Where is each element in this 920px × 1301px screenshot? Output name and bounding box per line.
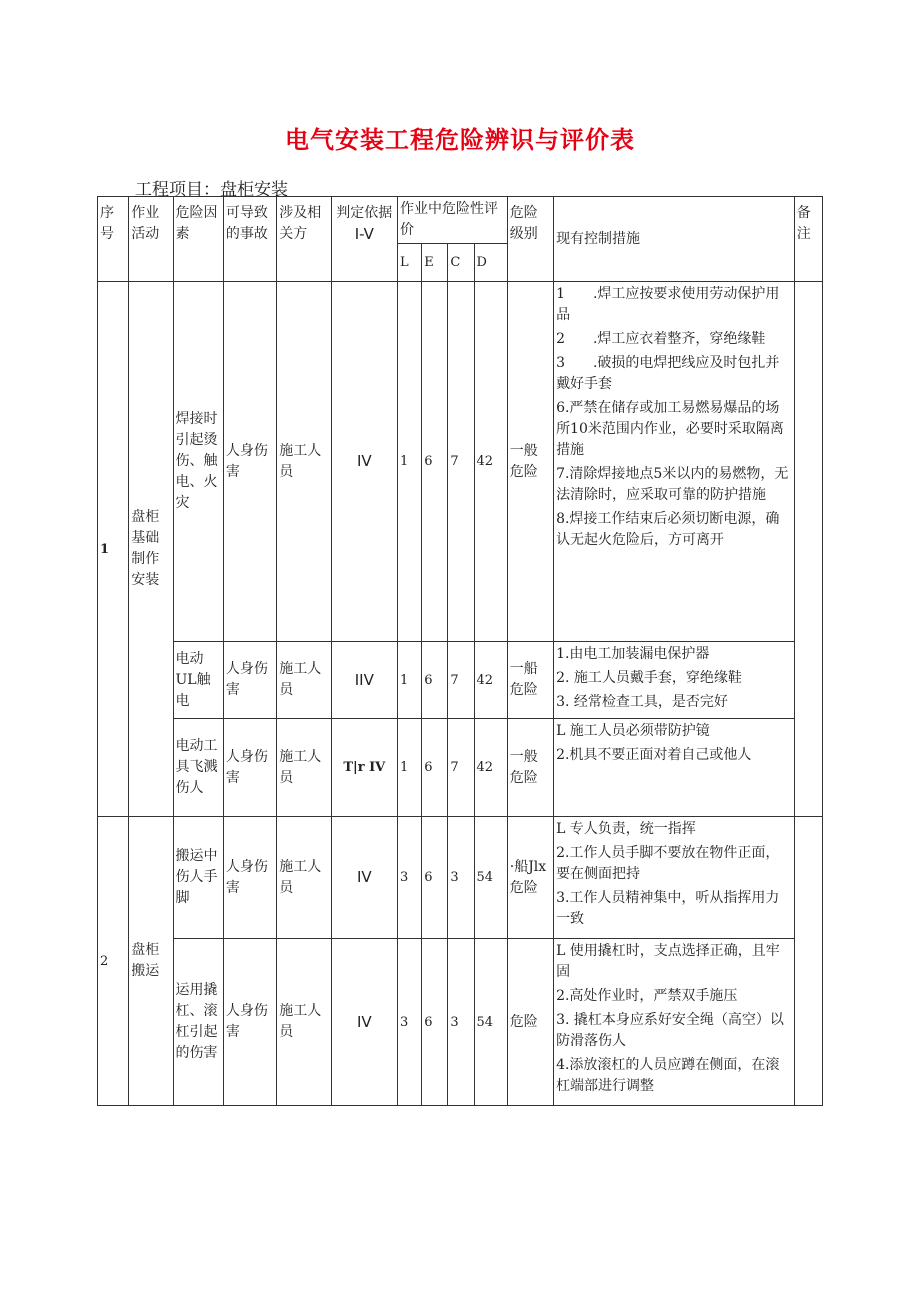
measure-item: 3 .破损的电焊把线应及时包扎并戴好手套 [556, 355, 780, 392]
header-basis-label: 判定依据 [336, 205, 393, 221]
L-cell: 3 [398, 939, 422, 1106]
header-activity: 作业活动 [129, 197, 173, 282]
accident-cell: 人身伤害 [223, 282, 276, 642]
header-E: E [422, 244, 448, 282]
header-factor: 危险因素 [173, 197, 223, 282]
factor-cell: 焊接时引起烫伤、触电、火灾 [173, 282, 223, 642]
factor-cell: 电动UL触电 [173, 642, 223, 719]
accident-cell: 人身伤害 [223, 817, 276, 939]
measure-item: 3. 经常检查工具，是否完好 [556, 694, 728, 710]
accident-cell: 人身伤害 [223, 642, 276, 719]
table-row [98, 939, 823, 1106]
basis-cell: IV [331, 282, 397, 642]
measures-cell [554, 642, 795, 719]
basis-cell: IIV [331, 642, 397, 719]
L-cell: 1 [398, 642, 422, 719]
party-cell: 施工人员 [277, 719, 331, 817]
D-cell: 42 [474, 642, 507, 719]
C-cell: 3 [448, 939, 474, 1106]
header-D: D [474, 244, 507, 282]
header-remark: 备注 [794, 197, 822, 282]
C-cell: 7 [448, 282, 474, 642]
measure-item: L 施工人员必须带防护镜 [556, 723, 710, 739]
measure-item: 2 .焊工应衣着整齐，穿绝缘鞋 [556, 331, 766, 347]
accident-cell: 人身伤害 [223, 939, 276, 1106]
E-cell: 6 [422, 282, 448, 642]
measure-item: L 专人负责，统一指挥 [556, 821, 696, 837]
measure-item: 2. 施工人员戴手套，穿绝缘鞋 [556, 670, 742, 686]
document-title: 电气安装工程危险辨识与评价表 [285, 126, 635, 154]
level-cell: ·船Jlx危险 [507, 817, 553, 939]
measures-cell [554, 817, 795, 939]
project-label: 工程项目：盘柜安装 [135, 180, 288, 200]
measures-cell [554, 939, 795, 1106]
header-basis-range: I-V [354, 225, 374, 243]
header-row-1 [98, 197, 823, 244]
E-cell: 6 [422, 939, 448, 1106]
measure-item: L 使用撬杠时，支点选择正确，且牢固 [556, 943, 780, 980]
hazard-table [97, 196, 823, 1106]
measures-cell [554, 719, 795, 817]
E-cell: 6 [422, 817, 448, 939]
D-cell: 54 [474, 939, 507, 1106]
D-cell: 54 [474, 817, 507, 939]
basis-cell: IV [331, 939, 397, 1106]
level-cell: 一般危险 [507, 282, 553, 642]
party-cell: 施工人员 [277, 282, 331, 642]
basis-cell: IV [331, 817, 397, 939]
factor-cell: 电动工具飞溅伤人 [173, 719, 223, 817]
remark-cell [794, 817, 822, 1106]
measure-item: 2.高处作业时，严禁双手施压 [556, 988, 738, 1004]
measure-item: 1.由电工加装漏电保护器 [556, 646, 710, 662]
header-measures: 现有控制措施 [554, 197, 795, 282]
level-cell: 危险 [507, 939, 553, 1106]
measure-item: 2.工作人员手脚不要放在物件正面，要在侧面把持 [556, 845, 780, 882]
L-cell: 3 [398, 817, 422, 939]
basis-cell: T|r IV [331, 719, 397, 817]
measure-item: 3.工作人员精神集中，听从指挥用力一致 [556, 890, 780, 927]
level-cell: 一船危险 [507, 642, 553, 719]
L-cell: 1 [398, 282, 422, 642]
header-accident: 可导致的事故 [223, 197, 276, 282]
C-cell: 3 [448, 817, 474, 939]
D-cell: 42 [474, 282, 507, 642]
C-cell: 7 [448, 642, 474, 719]
group-1-seq: 1 [98, 282, 129, 817]
header-party: 涉及相关方 [277, 197, 331, 282]
level-cell: 一般危险 [507, 719, 553, 817]
measures-cell [554, 282, 795, 642]
measure-item: 8.焊接工作结束后必须切断电源，确认无起火危险后，方可离开 [556, 511, 780, 548]
header-eval: 作业中危险性评价 [398, 197, 508, 244]
D-cell: 42 [474, 719, 507, 817]
factor-cell: 搬运中伤人手脚 [173, 817, 223, 939]
table-row [98, 719, 823, 817]
table-row [98, 642, 823, 719]
C-cell: 7 [448, 719, 474, 817]
header-basis [331, 197, 397, 282]
E-cell: 6 [422, 642, 448, 719]
header-level: 危险级别 [507, 197, 553, 282]
remark-cell [794, 282, 822, 817]
group-2-seq: 2 [98, 817, 129, 1106]
party-cell: 施工人员 [277, 939, 331, 1106]
measure-item: 3. 撬杠本身应系好安全绳（高空）以防滑落伤人 [556, 1012, 784, 1049]
table-row [98, 282, 823, 642]
header-C: C [448, 244, 474, 282]
measure-item: 1 .焊工应按要求使用劳动保护用品 [556, 286, 780, 323]
header-seq: 序号 [98, 197, 129, 282]
measure-item: 2.机具不要正面对着自己或他人 [556, 747, 752, 763]
group-1-activity: 盘柜基础制作安装 [129, 282, 173, 817]
party-cell: 施工人员 [277, 642, 331, 719]
group-2-activity: 盘柜搬运 [129, 817, 173, 1106]
factor-cell: 运用撬杠、滚杠引起的伤害 [173, 939, 223, 1106]
accident-cell: 人身伤害 [223, 719, 276, 817]
measure-item: 7.清除焊接地点5米以内的易燃物，无法清除时，应采取可靠的防护措施 [556, 466, 789, 503]
measure-item: 6.严禁在储存或加工易燃易爆品的场所10米范围内作业，必要时采取隔离措施 [556, 400, 784, 458]
E-cell: 6 [422, 719, 448, 817]
measure-item: 4.添放滚杠的人员应蹲在侧面，在滚杠端部进行调整 [556, 1057, 780, 1094]
party-cell: 施工人员 [277, 817, 331, 939]
table-row [98, 817, 823, 939]
header-L: L [398, 244, 422, 282]
L-cell: 1 [398, 719, 422, 817]
